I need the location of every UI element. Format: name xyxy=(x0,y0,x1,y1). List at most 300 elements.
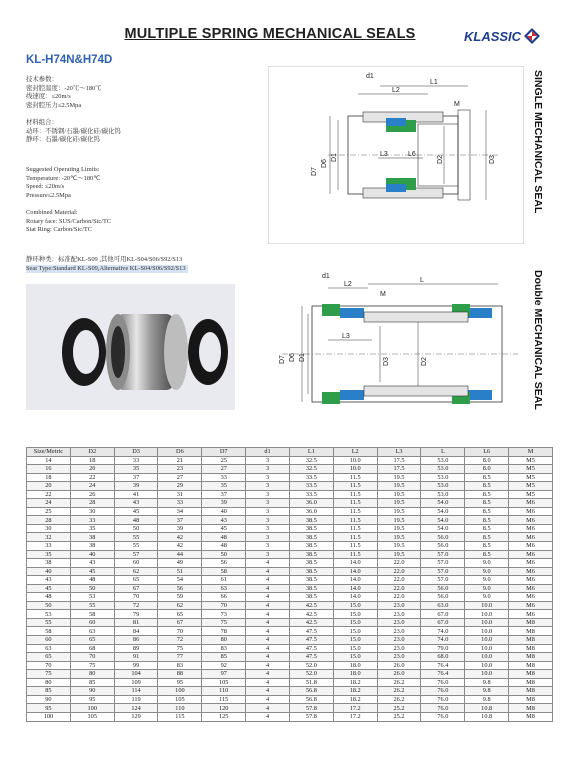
label-m: M xyxy=(380,291,386,298)
table-cell: 8.5 xyxy=(465,533,509,542)
table-cell: 56.0 xyxy=(421,584,465,593)
table-cell: 57.0 xyxy=(421,559,465,568)
table-cell: 22 xyxy=(70,473,114,482)
table-cell: 60 xyxy=(70,618,114,627)
table-cell: 57.8 xyxy=(289,704,333,713)
table-header-row xyxy=(27,448,553,457)
column-header: D3 xyxy=(114,448,158,457)
table-cell: 17.2 xyxy=(333,704,377,713)
table-cell: 84 xyxy=(114,627,158,636)
table-cell: 10.8 xyxy=(465,712,509,721)
table-cell: 9.0 xyxy=(465,593,509,602)
table-cell: M8 xyxy=(509,712,553,721)
table-cell: 76.4 xyxy=(421,670,465,679)
table-cell: 17.5 xyxy=(377,456,421,465)
table-row xyxy=(27,499,553,508)
column-header: d1 xyxy=(246,448,290,457)
label-d6: D6 xyxy=(321,159,328,168)
table-cell: 30 xyxy=(27,524,71,533)
table-cell: 4 xyxy=(246,712,290,721)
table-cell: 41 xyxy=(114,490,158,499)
table-cell: 18.2 xyxy=(333,687,377,696)
table-cell: 48 xyxy=(202,542,246,551)
table-row xyxy=(27,678,553,687)
table-cell: 11.5 xyxy=(333,542,377,551)
table-cell: 76.0 xyxy=(421,678,465,687)
table-cell: 32.5 xyxy=(289,456,333,465)
table-cell: 53 xyxy=(70,593,114,602)
table-cell: 39 xyxy=(202,499,246,508)
table-cell: 54.0 xyxy=(421,524,465,533)
table-cell: 19.5 xyxy=(377,507,421,516)
table-cell: 38.5 xyxy=(289,593,333,602)
table-cell: M8 xyxy=(509,627,553,636)
label-l2: L2 xyxy=(392,87,400,94)
table-cell: 68 xyxy=(70,644,114,653)
label-m: M xyxy=(454,101,460,108)
column-header: L6 xyxy=(465,448,509,457)
table-cell: 65 xyxy=(158,610,202,619)
table-cell: 105 xyxy=(202,678,246,687)
table-cell: 20 xyxy=(70,465,114,474)
table-cell: 81 xyxy=(114,618,158,627)
seat-type-cn: 静环种类：标准配KL-S09 ,其他可用KL-S04/S06/S92/S13 xyxy=(26,256,183,263)
table-row xyxy=(27,490,553,499)
table-cell: 43 xyxy=(114,499,158,508)
table-cell: 15.0 xyxy=(333,610,377,619)
table-row xyxy=(27,482,553,491)
table-row xyxy=(27,712,553,721)
table-row xyxy=(27,473,553,482)
table-cell: M8 xyxy=(509,678,553,687)
table-cell: 90 xyxy=(27,695,71,704)
table-cell: 35 xyxy=(27,550,71,559)
table-cell: 70 xyxy=(114,593,158,602)
table-row xyxy=(27,507,553,516)
table-cell: 42 xyxy=(158,542,202,551)
table-cell: 38.5 xyxy=(289,584,333,593)
klassic-logo-icon xyxy=(524,28,540,44)
table-cell: 3 xyxy=(246,533,290,542)
table-cell: 74.0 xyxy=(421,627,465,636)
table-cell: 63 xyxy=(202,584,246,593)
table-cell: 23.0 xyxy=(377,644,421,653)
table-cell: 100 xyxy=(27,712,71,721)
table-cell: M6 xyxy=(509,601,553,610)
table-cell: 26.2 xyxy=(377,695,421,704)
table-cell: 72 xyxy=(114,601,158,610)
table-row xyxy=(27,618,553,627)
specs-english: Suggested Operating Limits: Temperature: -20℃～180℃ Speed: ≤20m/s Pressure≤2.5Mpa Combined Material: Rotary face: SUS/Carbon/Sic/TC Stat Ring: Carbon/Sic/TC xyxy=(26,166,112,234)
table-cell: 54.0 xyxy=(421,499,465,508)
table-cell: 33 xyxy=(27,542,71,551)
table-cell: 40 xyxy=(70,550,114,559)
table-cell: 10.0 xyxy=(465,644,509,653)
table-cell: 56.8 xyxy=(289,695,333,704)
specs-chinese: 技术参数： 密封腔温度：-20℃～180℃ 线速度：≤20m/s 密封腔压力≤2.5Mpa 材料组合： 动环：不锈钢/石墨/碳化硅/碳化钨 静环：石墨/碳化硅/碳化钨 xyxy=(26,76,121,144)
table-cell: 86 xyxy=(114,636,158,645)
table-cell: 23 xyxy=(158,465,202,474)
table-cell: 57.0 xyxy=(421,576,465,585)
table-cell: 91 xyxy=(114,653,158,662)
table-cell: 11.5 xyxy=(333,533,377,542)
page-title: MULTIPLE SPRING MECHANICAL SEALS xyxy=(124,26,416,42)
table-cell: 22 xyxy=(27,490,71,499)
table-cell: 3 xyxy=(246,465,290,474)
table-cell: 68.0 xyxy=(421,653,465,662)
table-cell: 52.0 xyxy=(289,661,333,670)
table-cell: 100 xyxy=(158,687,202,696)
table-cell: 85 xyxy=(202,653,246,662)
table-cell: M6 xyxy=(509,516,553,525)
table-cell: M8 xyxy=(509,695,553,704)
table-cell: 109 xyxy=(114,678,158,687)
table-cell: 23.0 xyxy=(377,653,421,662)
table-row xyxy=(27,533,553,542)
table-cell: 14.0 xyxy=(333,559,377,568)
table-cell: 10.0 xyxy=(465,618,509,627)
table-cell: 30 xyxy=(70,507,114,516)
table-cell: 4 xyxy=(246,687,290,696)
table-cell: 85 xyxy=(27,687,71,696)
table-row xyxy=(27,516,553,525)
table-cell: 33 xyxy=(202,473,246,482)
table-cell: 22.0 xyxy=(377,584,421,593)
table-cell: 115 xyxy=(158,712,202,721)
table-cell: 18.0 xyxy=(333,670,377,679)
table-cell: 44 xyxy=(158,550,202,559)
table-cell: M6 xyxy=(509,567,553,576)
table-cell: 110 xyxy=(158,704,202,713)
table-cell: 17.2 xyxy=(333,712,377,721)
table-cell: 50 xyxy=(27,601,71,610)
table-cell: 38 xyxy=(27,559,71,568)
table-cell: 52.0 xyxy=(289,670,333,679)
table-row xyxy=(27,465,553,474)
table-cell: 124 xyxy=(114,704,158,713)
table-cell: 92 xyxy=(202,661,246,670)
table-cell: 22.0 xyxy=(377,576,421,585)
table-cell: 33 xyxy=(70,516,114,525)
table-cell: 119 xyxy=(114,695,158,704)
table-cell: 28 xyxy=(27,516,71,525)
table-cell: 45 xyxy=(114,507,158,516)
table-cell: 18 xyxy=(70,456,114,465)
table-cell: 40 xyxy=(27,567,71,576)
table-cell: 104 xyxy=(114,670,158,679)
table-cell: 14.0 xyxy=(333,576,377,585)
table-cell: 10.0 xyxy=(333,465,377,474)
table-row xyxy=(27,576,553,585)
table-cell: 24 xyxy=(70,482,114,491)
table-cell: 37 xyxy=(202,490,246,499)
table-cell: 26 xyxy=(70,490,114,499)
table-cell: 89 xyxy=(114,644,158,653)
table-cell: 8.5 xyxy=(465,542,509,551)
table-cell: 18.2 xyxy=(333,678,377,687)
table-cell: M8 xyxy=(509,661,553,670)
table-cell: 33 xyxy=(158,499,202,508)
table-cell: 25.2 xyxy=(377,712,421,721)
table-cell: 53.0 xyxy=(421,482,465,491)
table-cell: 19.5 xyxy=(377,533,421,542)
table-cell: 3 xyxy=(246,456,290,465)
table-cell: 43 xyxy=(70,559,114,568)
table-cell: 19.5 xyxy=(377,542,421,551)
table-cell: 53.0 xyxy=(421,456,465,465)
table-cell: 38.5 xyxy=(289,542,333,551)
table-cell: 25 xyxy=(202,456,246,465)
table-cell: 105 xyxy=(70,712,114,721)
table-cell: 3 xyxy=(246,490,290,499)
table-cell: 8.5 xyxy=(465,490,509,499)
table-cell: 4 xyxy=(246,704,290,713)
table-cell: 47.5 xyxy=(289,653,333,662)
table-cell: 33.5 xyxy=(289,473,333,482)
table-cell: 75 xyxy=(27,670,71,679)
table-cell: 95 xyxy=(27,704,71,713)
table-cell: 45 xyxy=(70,567,114,576)
table-cell: 42 xyxy=(158,533,202,542)
table-cell: 76.0 xyxy=(421,712,465,721)
table-cell: 95 xyxy=(158,678,202,687)
column-header: L3 xyxy=(377,448,421,457)
product-photo xyxy=(26,284,235,410)
table-cell: 11.5 xyxy=(333,507,377,516)
table-cell: 110 xyxy=(202,687,246,696)
table-cell: 58 xyxy=(27,627,71,636)
table-cell: 8.5 xyxy=(465,516,509,525)
table-cell: 4 xyxy=(246,567,290,576)
table-row xyxy=(27,704,553,713)
table-cell: 38.5 xyxy=(289,533,333,542)
table-cell: 26.0 xyxy=(377,670,421,679)
table-cell: 35 xyxy=(70,524,114,533)
table-cell: M6 xyxy=(509,576,553,585)
table-cell: 54.0 xyxy=(421,507,465,516)
table-cell: 70 xyxy=(27,661,71,670)
table-row xyxy=(27,567,553,576)
column-header: D2 xyxy=(70,448,114,457)
table-cell: 15.0 xyxy=(333,601,377,610)
table-cell: 88 xyxy=(158,670,202,679)
table-cell: 49 xyxy=(158,559,202,568)
table-cell: M6 xyxy=(509,584,553,593)
table-cell: 22.0 xyxy=(377,593,421,602)
table-cell: 8.5 xyxy=(465,550,509,559)
table-cell: 9.0 xyxy=(465,576,509,585)
table-cell: 4 xyxy=(246,593,290,602)
table-cell: 57.8 xyxy=(289,712,333,721)
table-cell: 10.0 xyxy=(465,610,509,619)
table-cell: 11.5 xyxy=(333,473,377,482)
table-row xyxy=(27,593,553,602)
table-cell: 15.0 xyxy=(333,618,377,627)
table-cell: M5 xyxy=(509,482,553,491)
label-d3: D3 xyxy=(383,357,390,366)
table-cell: 11.5 xyxy=(333,490,377,499)
label-d3: D3 xyxy=(489,155,496,164)
table-cell: M6 xyxy=(509,559,553,568)
table-cell: 48 xyxy=(114,516,158,525)
column-header: L xyxy=(421,448,465,457)
table-row xyxy=(27,559,553,568)
table-cell: 125 xyxy=(202,712,246,721)
table-cell: 70 xyxy=(202,601,246,610)
table-cell: 9.8 xyxy=(465,687,509,696)
table-cell: 34 xyxy=(158,507,202,516)
table-cell: 8.5 xyxy=(465,473,509,482)
table-cell: 63 xyxy=(27,644,71,653)
table-row xyxy=(27,653,553,662)
table-cell: 38.5 xyxy=(289,559,333,568)
table-cell: 25.2 xyxy=(377,704,421,713)
column-header: D7 xyxy=(202,448,246,457)
column-header: L2 xyxy=(333,448,377,457)
table-cell: 20 xyxy=(27,482,71,491)
table-cell: 9.0 xyxy=(465,559,509,568)
table-cell: 38 xyxy=(70,542,114,551)
table-cell: 3 xyxy=(246,499,290,508)
table-cell: 79.0 xyxy=(421,644,465,653)
table-cell: 23.0 xyxy=(377,636,421,645)
table-cell: 105 xyxy=(158,695,202,704)
label-d1-dim: D1 xyxy=(331,153,338,162)
table-cell: M6 xyxy=(509,610,553,619)
table-cell: 4 xyxy=(246,627,290,636)
table-cell: 43 xyxy=(202,516,246,525)
table-cell: 23.0 xyxy=(377,627,421,636)
table-cell: 9.8 xyxy=(465,695,509,704)
column-header: M xyxy=(509,448,553,457)
table-cell: 120 xyxy=(202,704,246,713)
table-cell: 3 xyxy=(246,482,290,491)
table-cell: 76.4 xyxy=(421,661,465,670)
table-cell: 76.0 xyxy=(421,695,465,704)
table-cell: 8.5 xyxy=(465,482,509,491)
table-cell: 51.8 xyxy=(289,678,333,687)
table-cell: 97 xyxy=(202,670,246,679)
table-cell: 4 xyxy=(246,618,290,627)
table-cell: 14 xyxy=(27,456,71,465)
table-cell: 10.8 xyxy=(465,704,509,713)
table-cell: 3 xyxy=(246,524,290,533)
table-cell: 78 xyxy=(202,627,246,636)
table-cell: 9.8 xyxy=(465,678,509,687)
table-cell: 26.0 xyxy=(377,661,421,670)
table-cell: 23.0 xyxy=(377,610,421,619)
table-cell: 26.2 xyxy=(377,687,421,696)
table-cell: 11.5 xyxy=(333,516,377,525)
table-cell: 35 xyxy=(202,482,246,491)
table-body xyxy=(27,456,553,721)
table-cell: 48 xyxy=(202,533,246,542)
table-cell: 3 xyxy=(246,507,290,516)
table-row xyxy=(27,636,553,645)
dimension-table xyxy=(26,447,553,722)
table-cell: 8.5 xyxy=(465,499,509,508)
table-cell: 11.5 xyxy=(333,550,377,559)
table-cell: M6 xyxy=(509,533,553,542)
table-cell: M5 xyxy=(509,490,553,499)
table-cell: 83 xyxy=(158,661,202,670)
table-cell: 40 xyxy=(202,507,246,516)
table-cell: 67.0 xyxy=(421,618,465,627)
table-cell: 19.5 xyxy=(377,550,421,559)
table-cell: 8.0 xyxy=(465,465,509,474)
table-cell: 23.0 xyxy=(377,618,421,627)
table-cell: 33.5 xyxy=(289,490,333,499)
table-cell: M8 xyxy=(509,644,553,653)
table-cell: 58 xyxy=(70,610,114,619)
table-row xyxy=(27,601,553,610)
table-cell: 99 xyxy=(114,661,158,670)
table-cell: M8 xyxy=(509,687,553,696)
table-cell: 4 xyxy=(246,670,290,679)
table-cell: 16 xyxy=(27,465,71,474)
table-cell: 8.5 xyxy=(465,524,509,533)
table-cell: 3 xyxy=(246,473,290,482)
table-cell: 62 xyxy=(114,567,158,576)
table-cell: 3 xyxy=(246,516,290,525)
table-cell: 22.0 xyxy=(377,567,421,576)
table-cell: M8 xyxy=(509,636,553,645)
table-cell: 21 xyxy=(158,456,202,465)
table-cell: 56.0 xyxy=(421,533,465,542)
double-seal-drawing xyxy=(268,270,524,438)
table-cell: 76.0 xyxy=(421,687,465,696)
table-row xyxy=(27,661,553,670)
table-cell: 19.5 xyxy=(377,524,421,533)
table-cell: 43 xyxy=(27,576,71,585)
table-cell: 115 xyxy=(202,695,246,704)
table-cell: 22.0 xyxy=(377,559,421,568)
table-cell: 75 xyxy=(158,644,202,653)
table-cell: 73 xyxy=(202,610,246,619)
table-cell: 4 xyxy=(246,661,290,670)
table-cell: 10.0 xyxy=(465,670,509,679)
label-l2: L2 xyxy=(344,281,352,288)
table-cell: 80 xyxy=(70,670,114,679)
table-cell: 48 xyxy=(70,576,114,585)
table-cell: M5 xyxy=(509,456,553,465)
table-cell: 18.0 xyxy=(333,661,377,670)
column-header: L1 xyxy=(289,448,333,457)
table-cell: 38.5 xyxy=(289,524,333,533)
table-cell: 50 xyxy=(70,584,114,593)
table-cell: 56.0 xyxy=(421,593,465,602)
table-cell: 76.0 xyxy=(421,704,465,713)
table-cell: 24 xyxy=(27,499,71,508)
table-cell: 26.2 xyxy=(377,678,421,687)
table-cell: 4 xyxy=(246,653,290,662)
table-cell: 79 xyxy=(114,610,158,619)
table-cell: 32.5 xyxy=(289,465,333,474)
table-cell: 25 xyxy=(27,507,71,516)
table-cell: 50 xyxy=(202,550,246,559)
label-l6: L6 xyxy=(408,151,416,158)
table-cell: 10.0 xyxy=(465,601,509,610)
table-cell: 45 xyxy=(202,524,246,533)
table-cell: 4 xyxy=(246,610,290,619)
table-cell: 23.0 xyxy=(377,601,421,610)
table-cell: 10.0 xyxy=(333,456,377,465)
table-cell: M8 xyxy=(509,670,553,679)
table-cell: 38.5 xyxy=(289,516,333,525)
brand-logo xyxy=(464,28,540,44)
single-seal-label: SINGLE MECHANICAL SEAL xyxy=(532,70,544,214)
table-cell: 56 xyxy=(158,584,202,593)
